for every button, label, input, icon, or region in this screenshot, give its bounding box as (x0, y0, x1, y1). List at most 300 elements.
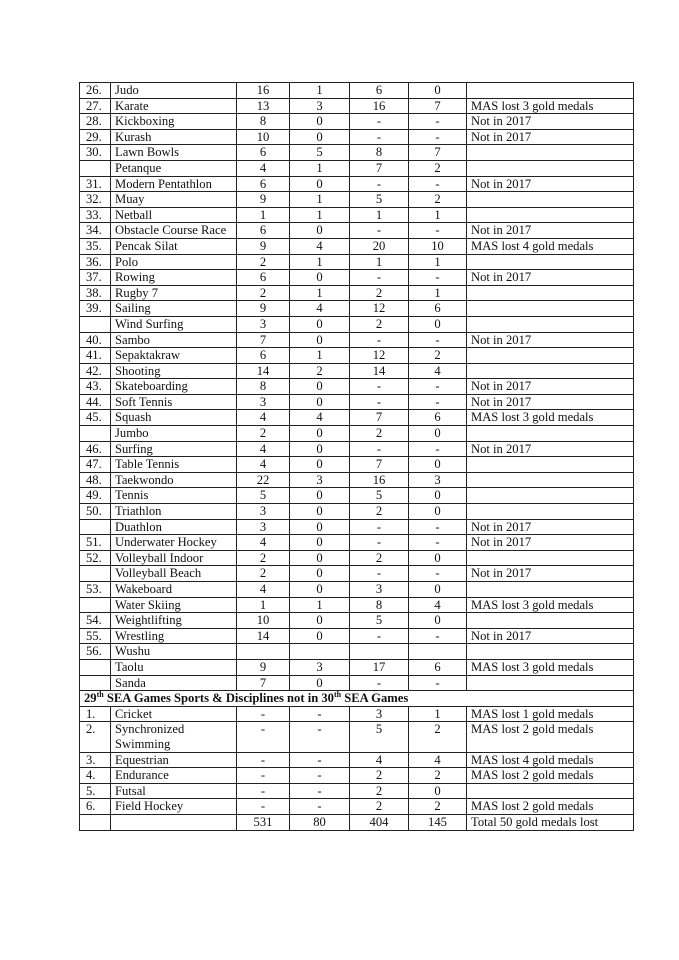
row-number-cell: 44. (80, 394, 111, 410)
mas-2019-cell: 0 (290, 332, 350, 348)
sport-name-cell (111, 814, 237, 830)
remark-cell: Not in 2017 (467, 176, 634, 192)
mas-2019-cell: 0 (290, 628, 350, 644)
gold-2017-cell: 0 (409, 488, 467, 504)
gold-2017-cell: 145 (409, 814, 467, 830)
remark-cell (467, 160, 634, 176)
table-row (80, 519, 634, 535)
row-number-cell (80, 160, 111, 176)
row-number-cell: 49. (80, 488, 111, 504)
table-row (80, 83, 634, 99)
table-body (80, 83, 634, 831)
table-row (80, 799, 634, 815)
table-row (80, 379, 634, 395)
mas-2019-cell: 0 (290, 675, 350, 691)
gold-2017-cell: 4 (409, 597, 467, 613)
table-row (80, 316, 634, 332)
sport-name-cell: Rugby 7 (111, 285, 237, 301)
total-events-cell: 2 (237, 426, 290, 442)
gold-2017-cell (409, 644, 467, 660)
total-events-cell: 10 (237, 129, 290, 145)
gold-2017-cell: 3 (409, 472, 467, 488)
mas-2019-cell: 3 (290, 98, 350, 114)
row-number-cell: 42. (80, 363, 111, 379)
mas-2019-cell: 0 (290, 426, 350, 442)
mas-2019-cell: 0 (290, 114, 350, 130)
events-2017-cell: - (350, 379, 409, 395)
table-row (80, 254, 634, 270)
mas-2019-cell: 1 (290, 285, 350, 301)
gold-2017-cell: - (409, 519, 467, 535)
total-events-cell: 6 (237, 176, 290, 192)
row-number-cell (80, 316, 111, 332)
row-number-cell: 36. (80, 254, 111, 270)
events-2017-cell: 5 (350, 192, 409, 208)
mas-2019-cell: - (290, 799, 350, 815)
row-number-cell: 43. (80, 379, 111, 395)
total-events-cell: 3 (237, 316, 290, 332)
total-events-cell: - (237, 783, 290, 799)
mas-2019-cell: 4 (290, 238, 350, 254)
gold-2017-cell: 0 (409, 316, 467, 332)
events-2017-cell: - (350, 176, 409, 192)
mas-2019-cell: 0 (290, 550, 350, 566)
total-events-cell: 3 (237, 394, 290, 410)
gold-2017-cell: 0 (409, 457, 467, 473)
remark-cell: MAS lost 3 gold medals (467, 98, 634, 114)
events-2017-cell: 14 (350, 363, 409, 379)
section-heading-sup: th (333, 690, 342, 699)
events-2017-cell: 2 (350, 504, 409, 520)
remark-cell: MAS lost 1 gold medals (467, 706, 634, 722)
mas-2019-cell: 1 (290, 160, 350, 176)
events-2017-cell: 8 (350, 145, 409, 161)
table-row (80, 644, 634, 660)
row-number-cell: 37. (80, 270, 111, 286)
events-2017-cell: - (350, 675, 409, 691)
sport-name-cell: Kurash (111, 129, 237, 145)
sport-name-cell: Volleyball Indoor (111, 550, 237, 566)
total-events-cell: - (237, 752, 290, 768)
total-events-cell: 4 (237, 160, 290, 176)
gold-2017-cell: 6 (409, 410, 467, 426)
mas-2019-cell: 0 (290, 535, 350, 551)
remark-cell (467, 254, 634, 270)
table-row (80, 706, 634, 722)
table-row (80, 441, 634, 457)
row-number-cell: 55. (80, 628, 111, 644)
total-events-cell: 1 (237, 207, 290, 223)
total-events-cell: 4 (237, 410, 290, 426)
events-2017-cell: 2 (350, 316, 409, 332)
table-row (80, 628, 634, 644)
gold-2017-cell: 1 (409, 207, 467, 223)
total-events-cell: 6 (237, 270, 290, 286)
total-events-cell: 16 (237, 83, 290, 99)
table-row (80, 348, 634, 364)
events-2017-cell: 5 (350, 488, 409, 504)
gold-2017-cell: 0 (409, 582, 467, 598)
events-2017-cell: 3 (350, 582, 409, 598)
section-heading-part: SEA Games (341, 691, 409, 706)
total-events-cell: 6 (237, 145, 290, 161)
sport-name-cell: Cricket (111, 706, 237, 722)
events-2017-cell: 7 (350, 410, 409, 426)
remark-cell: Not in 2017 (467, 270, 634, 286)
events-2017-cell: 16 (350, 472, 409, 488)
row-number-cell: 41. (80, 348, 111, 364)
mas-2019-cell: - (290, 706, 350, 722)
events-2017-cell: 2 (350, 426, 409, 442)
sport-name-cell: Water Skiing (111, 597, 237, 613)
mas-2019-cell: - (290, 768, 350, 784)
sport-name-cell: Muay (111, 192, 237, 208)
remark-cell (467, 472, 634, 488)
row-number-cell: 35. (80, 238, 111, 254)
row-number-cell (80, 814, 111, 830)
events-2017-cell: 12 (350, 301, 409, 317)
mas-2019-cell: 0 (290, 519, 350, 535)
mas-2019-cell: 3 (290, 472, 350, 488)
remark-cell: Not in 2017 (467, 441, 634, 457)
row-number-cell: 28. (80, 114, 111, 130)
remark-cell: MAS lost 2 gold medals (467, 799, 634, 815)
remark-cell: Not in 2017 (467, 129, 634, 145)
sport-name-cell: Endurance (111, 768, 237, 784)
total-events-cell: 9 (237, 301, 290, 317)
remark-cell (467, 783, 634, 799)
mas-2019-cell: 1 (290, 348, 350, 364)
table-row (80, 332, 634, 348)
total-events-cell: 1 (237, 597, 290, 613)
table-row (80, 566, 634, 582)
mas-2019-cell: 0 (290, 270, 350, 286)
mas-2019-cell: 4 (290, 410, 350, 426)
mas-2019-cell: 0 (290, 316, 350, 332)
mas-2019-cell: 1 (290, 597, 350, 613)
sport-name-cell: Petanque (111, 160, 237, 176)
table-row (80, 597, 634, 613)
gold-2017-cell: 2 (409, 348, 467, 364)
table-row (80, 114, 634, 130)
gold-2017-cell: 2 (409, 160, 467, 176)
remark-cell: Not in 2017 (467, 628, 634, 644)
table-row (80, 535, 634, 551)
events-2017-cell: 4 (350, 752, 409, 768)
table-row (80, 238, 634, 254)
remark-cell: MAS lost 2 gold medals (467, 768, 634, 784)
remark-cell (467, 550, 634, 566)
section-heading-part: 29 (84, 691, 97, 706)
gold-2017-cell: 0 (409, 83, 467, 99)
gold-2017-cell: 0 (409, 504, 467, 520)
remark-cell: MAS lost 4 gold medals (467, 752, 634, 768)
events-2017-cell: 5 (350, 722, 409, 752)
gold-2017-cell: - (409, 176, 467, 192)
table-row (80, 363, 634, 379)
events-2017-cell: - (350, 441, 409, 457)
mas-2019-cell: 0 (290, 394, 350, 410)
mas-2019-cell: 0 (290, 223, 350, 239)
remark-cell: Total 50 gold medals lost (467, 814, 634, 830)
section-heading (80, 691, 634, 707)
gold-2017-cell: 4 (409, 752, 467, 768)
events-2017-cell: - (350, 129, 409, 145)
gold-2017-cell: - (409, 441, 467, 457)
total-events-cell: 3 (237, 519, 290, 535)
mas-2019-cell (290, 644, 350, 660)
sport-name-cell: Wushu (111, 644, 237, 660)
gold-2017-cell: 2 (409, 722, 467, 752)
sport-name-cell: Sepaktakraw (111, 348, 237, 364)
sport-name-cell: Rowing (111, 270, 237, 286)
remark-cell: MAS lost 3 gold medals (467, 597, 634, 613)
sport-name-cell: Polo (111, 254, 237, 270)
events-2017-cell: 7 (350, 457, 409, 473)
table-row (80, 472, 634, 488)
gold-2017-cell: - (409, 628, 467, 644)
mas-2019-cell: 0 (290, 566, 350, 582)
total-events-cell: 8 (237, 379, 290, 395)
events-2017-cell: 3 (350, 706, 409, 722)
row-number-cell: 47. (80, 457, 111, 473)
total-events-cell: 4 (237, 535, 290, 551)
total-events-cell: 6 (237, 348, 290, 364)
remark-cell (467, 316, 634, 332)
row-number-cell: 53. (80, 582, 111, 598)
gold-2017-cell: 0 (409, 783, 467, 799)
events-2017-cell: - (350, 566, 409, 582)
remark-cell (467, 488, 634, 504)
gold-2017-cell: 4 (409, 363, 467, 379)
table-row (80, 752, 634, 768)
total-events-cell: 2 (237, 566, 290, 582)
section-heading-part: SEA Games Sports & Disciplines not in 30 (103, 691, 334, 706)
total-events-cell: 4 (237, 441, 290, 457)
mas-2019-cell: 0 (290, 441, 350, 457)
events-2017-cell: 1 (350, 254, 409, 270)
sport-name-cell: Wrestling (111, 628, 237, 644)
events-2017-cell: - (350, 332, 409, 348)
total-events-cell: 531 (237, 814, 290, 830)
mas-2019-cell: 1 (290, 207, 350, 223)
row-number-cell: 34. (80, 223, 111, 239)
gold-2017-cell: 2 (409, 768, 467, 784)
sport-name-cell: Triathlon (111, 504, 237, 520)
row-number-cell: 33. (80, 207, 111, 223)
sport-name-cell: Soft Tennis (111, 394, 237, 410)
remark-cell (467, 582, 634, 598)
remark-cell: Not in 2017 (467, 332, 634, 348)
sport-name-cell: Equestrian (111, 752, 237, 768)
gold-2017-cell: 0 (409, 613, 467, 629)
table-row (80, 129, 634, 145)
total-events-cell: 9 (237, 192, 290, 208)
events-2017-cell: 2 (350, 799, 409, 815)
mas-2019-cell: - (290, 783, 350, 799)
table-row (80, 285, 634, 301)
table-row (80, 488, 634, 504)
table-row (80, 582, 634, 598)
table-row (80, 98, 634, 114)
table-row (80, 223, 634, 239)
gold-2017-cell: - (409, 535, 467, 551)
table-row (80, 160, 634, 176)
sport-name-cell: Underwater Hockey (111, 535, 237, 551)
gold-2017-cell: 7 (409, 145, 467, 161)
events-2017-cell: 7 (350, 160, 409, 176)
remark-cell: Not in 2017 (467, 566, 634, 582)
gold-2017-cell: 1 (409, 285, 467, 301)
row-number-cell: 51. (80, 535, 111, 551)
gold-2017-cell: - (409, 379, 467, 395)
mas-2019-cell: 1 (290, 83, 350, 99)
row-number-cell (80, 675, 111, 691)
row-number-cell: 26. (80, 83, 111, 99)
table-row (80, 783, 634, 799)
total-events-cell: - (237, 722, 290, 752)
row-number-cell: 46. (80, 441, 111, 457)
remark-cell (467, 426, 634, 442)
remark-cell (467, 207, 634, 223)
sport-name-cell: Kickboxing (111, 114, 237, 130)
total-events-cell: 2 (237, 550, 290, 566)
sport-name-cell: Surfing (111, 441, 237, 457)
gold-2017-cell: - (409, 114, 467, 130)
section-heading-row (80, 691, 634, 707)
table-row (80, 504, 634, 520)
total-events-cell (237, 644, 290, 660)
gold-2017-cell: - (409, 223, 467, 239)
mas-2019-cell: 4 (290, 301, 350, 317)
table-row (80, 301, 634, 317)
table-row (80, 426, 634, 442)
row-number-cell (80, 659, 111, 675)
total-events-cell: 2 (237, 285, 290, 301)
events-2017-cell: 17 (350, 659, 409, 675)
sport-name-cell: Sambo (111, 332, 237, 348)
total-events-cell: - (237, 768, 290, 784)
remark-cell (467, 363, 634, 379)
remark-cell (467, 192, 634, 208)
total-events-cell: 4 (237, 582, 290, 598)
remark-cell (467, 504, 634, 520)
events-2017-cell: 404 (350, 814, 409, 830)
remark-cell: MAS lost 4 gold medals (467, 238, 634, 254)
events-2017-cell: 12 (350, 348, 409, 364)
row-number-cell: 6. (80, 799, 111, 815)
table-row (80, 457, 634, 473)
sport-name-cell: Skateboarding (111, 379, 237, 395)
gold-2017-cell: 6 (409, 659, 467, 675)
row-number-cell: 2. (80, 722, 111, 752)
sport-name-cell: Karate (111, 98, 237, 114)
events-2017-cell: 20 (350, 238, 409, 254)
events-2017-cell: 5 (350, 613, 409, 629)
sport-name-cell: Squash (111, 410, 237, 426)
mas-2019-cell: 0 (290, 488, 350, 504)
total-events-cell: 2 (237, 254, 290, 270)
row-number-cell: 40. (80, 332, 111, 348)
gold-2017-cell: - (409, 270, 467, 286)
gold-2017-cell: - (409, 129, 467, 145)
row-number-cell: 38. (80, 285, 111, 301)
table-row (80, 394, 634, 410)
total-events-cell: 7 (237, 675, 290, 691)
table-row (80, 192, 634, 208)
table-row (80, 270, 634, 286)
total-events-cell: 6 (237, 223, 290, 239)
row-number-cell: 54. (80, 613, 111, 629)
remark-cell: Not in 2017 (467, 394, 634, 410)
mas-2019-cell: 5 (290, 145, 350, 161)
row-number-cell (80, 519, 111, 535)
events-2017-cell: 2 (350, 768, 409, 784)
gold-2017-cell: - (409, 394, 467, 410)
row-number-cell: 45. (80, 410, 111, 426)
remark-cell (467, 457, 634, 473)
remark-cell: Not in 2017 (467, 223, 634, 239)
sport-name-cell: Wind Surfing (111, 316, 237, 332)
row-number-cell (80, 426, 111, 442)
mas-2019-cell: 3 (290, 659, 350, 675)
remark-cell: MAS lost 2 gold medals (467, 722, 634, 752)
sport-name-cell: Sailing (111, 301, 237, 317)
table-row (80, 768, 634, 784)
gold-2017-cell: 0 (409, 426, 467, 442)
table-row (80, 145, 634, 161)
table-row (80, 675, 634, 691)
row-number-cell: 48. (80, 472, 111, 488)
row-number-cell (80, 597, 111, 613)
total-events-cell: 5 (237, 488, 290, 504)
events-2017-cell: - (350, 114, 409, 130)
sport-name-cell: Obstacle Course Race (111, 223, 237, 239)
row-number-cell: 4. (80, 768, 111, 784)
row-number-cell (80, 566, 111, 582)
sport-name-cell: Table Tennis (111, 457, 237, 473)
row-number-cell: 32. (80, 192, 111, 208)
gold-2017-cell: - (409, 675, 467, 691)
total-events-cell: 14 (237, 628, 290, 644)
sport-name-cell: Jumbo (111, 426, 237, 442)
events-2017-cell: 1 (350, 207, 409, 223)
sport-name-cell: Futsal (111, 783, 237, 799)
events-2017-cell: 2 (350, 550, 409, 566)
sport-name-cell: Volleyball Beach (111, 566, 237, 582)
section-heading-sup: th (96, 690, 104, 699)
table-row (80, 613, 634, 629)
row-number-cell: 5. (80, 783, 111, 799)
mas-2019-cell: 0 (290, 176, 350, 192)
row-number-cell: 52. (80, 550, 111, 566)
events-2017-cell (350, 644, 409, 660)
mas-2019-cell: 0 (290, 457, 350, 473)
row-number-cell: 50. (80, 504, 111, 520)
row-number-cell: 56. (80, 644, 111, 660)
total-events-cell: 9 (237, 238, 290, 254)
medal-table (79, 82, 634, 831)
sport-name-cell: Taekwondo (111, 472, 237, 488)
total-events-cell: 7 (237, 332, 290, 348)
sport-name-cell: Netball (111, 207, 237, 223)
total-events-cell: 22 (237, 472, 290, 488)
mas-2019-cell: 0 (290, 129, 350, 145)
sport-name-cell: Modern Pentathlon (111, 176, 237, 192)
gold-2017-cell: 6 (409, 301, 467, 317)
total-events-cell: 10 (237, 613, 290, 629)
gold-2017-cell: 2 (409, 799, 467, 815)
